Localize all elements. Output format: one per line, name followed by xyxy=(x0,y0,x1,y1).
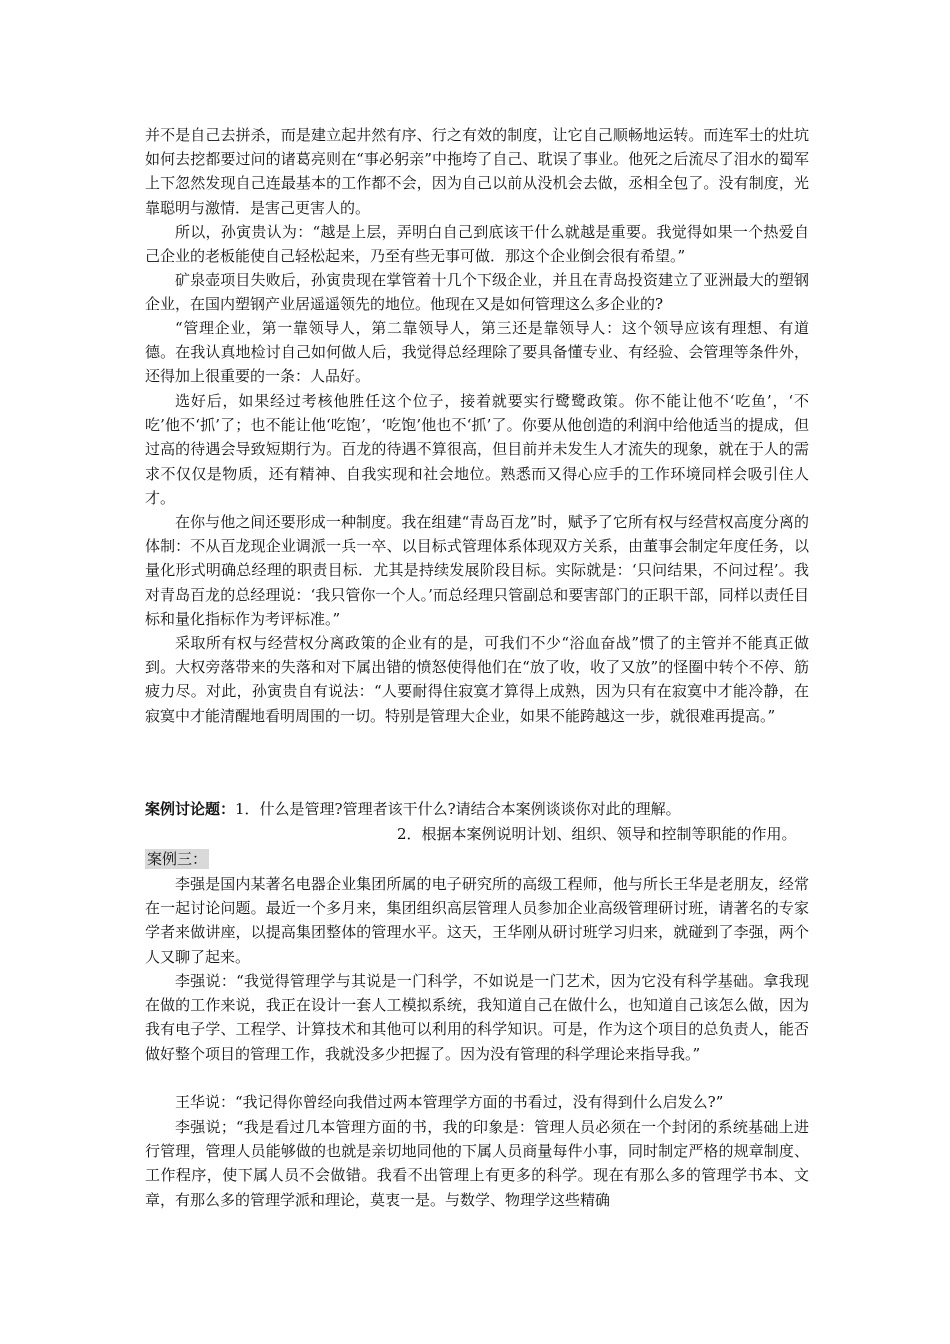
question-text: 1．什么是管理?管理者该干什么?请结合本案例谈谈你对此的理解。 xyxy=(235,800,681,818)
paragraph: 并不是自己去拼杀，而是建立起井然有序、行之有效的制度，让它自己顺畅地运转。而连军士的灶坑如何去挖都要过问的诸葛亮则在“事必躬亲”中拖垮了自己、耽误了事业。他死之后流尽了泪水的蜀军上下忽然发现自己连最基本的工作都不会，因为自己以前从没机会去做，丞相全包了。没有制度，光靠聪明与激情．是害己更害人的。 xyxy=(145,126,809,217)
discussion-label: 案例讨论题： xyxy=(145,800,236,818)
discussion-question-1 xyxy=(145,797,809,821)
paragraph: 矿泉壶项目失败后，孙寅贵现在掌管着十几个下级企业，并且在青岛投资建立了亚洲最大的塑钢企业，在国内塑钢产业居遥遥领先的地位。他现在又是如何管理这么多企业的? xyxy=(145,271,809,314)
paragraph: 在你与他之间还要形成一种制度。我在组建“青岛百龙”时，赋予了它所有权与经营权高度分离的体制：不从百龙现企业调派一兵一卒、以目标式管理体系体现双方关系，由董事会制定年度任务，以量化形式明确总经理的职责目标．尤其是持续发展阶段目标。实际就是：‘只问结果，不问过程’。我对青岛百龙的总经理说：‘我只管你一个人。’而总经理只管副总和要害部门的正职干部，同样以责任目标和量化指标作为考评标准。” xyxy=(145,513,809,628)
paragraph: 李强是国内某著名电器企业集团所属的电子研究所的高级工程师，他与所长王华是老朋友，经常在一起讨论问题。最近一个多月来，集团组织高层管理人员参加企业高级管理研讨班，请著名的专家学者来做讲座，以提高集团整体的管理水平。这天，王华刚从研讨班学习归来，就碰到了李强，两个人又聊了起来。 xyxy=(145,875,809,966)
case-heading: 案例三： xyxy=(147,850,208,868)
paragraph: 王华说：“我记得你曾经向我借过两本管理学方面的书看过，没有得到什么启发么?” xyxy=(175,1093,724,1111)
question-text: 2．根据本案例说明计划、组织、领导和控制等职能的作用。 xyxy=(397,825,797,843)
paragraph: 采取所有权与经营权分离政策的企业有的是，可我们不少“浴血奋战”惯了的主管并不能真正做到。大权旁落带来的失落和对下属出错的愤怒使得他们在“放了收，收了又放”的怪圈中转个不停、筋疲力尽。对此，孙寅贵自有说法：“人要耐得住寂寞才算得上成熟，因为只有在寂寞中才能冷静，在寂寞中才能清醒地看明周围的一切。特别是管理大企业，如果不能跨越这一步，就很难再提高。” xyxy=(145,634,809,725)
paragraph: 李强说；“我是看过几本管理方面的书，我的印象是：管理人员必须在一个封闭的系统基础上进行管理，管理人员能够做的也就是亲切地同他的下属人员商量每件小事，同时制定严格的规章制度、工作程序，使下属人员不会做错。我看不出管理上有更多的科学。现在有那么多的管理学书本、文章，有那么多的管理学派和理论，莫衷一是。与数学、物理学这些精确 xyxy=(145,1118,809,1209)
paragraph: 所以，孙寅贵认为：“越是上层，弄明白自己到底该干什么就越是重要。我觉得如果一个热爱自己企业的老板能使自己轻松起来，乃至有些无事可做．那这个企业倒会很有希望。” xyxy=(145,223,809,266)
paragraph: 李强说：“我觉得管理学与其说是一门科学，不如说是一门艺术，因为它没有科学基础。拿我现在做的工作来说，我正在设计一套人工模拟系统，我知道自己在做什么，也知道自己该怎么做，因为我有电子学、工程学、计算技术和其他可以利用的科学知识。可是，作为这个项目的总负责人，能否做好整个项目的管理工作，我就没多少把握了。因为没有管理的科学理论来指导我。” xyxy=(145,972,809,1063)
paragraph: “管理企业，第一靠领导人，第二靠领导人，第三还是靠领导人：这个领导应该有理想、有道德。在我认真地检讨自己如何做人后，我觉得总经理除了要具备懂专业、有经验、会管理等条件外，还得加上很重要的一条：人品好。 xyxy=(145,319,809,386)
paragraph: 选好后，如果经过考核他胜任这个位子，接着就要实行鹭鹭政策。你不能让他不‘吃鱼’，‘不吃’他不‘抓’了；也不能让他‘吃饱’，‘吃饱’他也不‘抓’了。你要从他创造的利润中给他适当的提成，但过高的待遇会导致短期行为。百龙的待遇不算很高，但目前并未发生人才流失的现象，就在于人的需求不仅仅是物质，还有精神、自我实现和社会地位。熟悉而又得心应手的工作环境同样会吸引住人才。 xyxy=(145,392,809,507)
